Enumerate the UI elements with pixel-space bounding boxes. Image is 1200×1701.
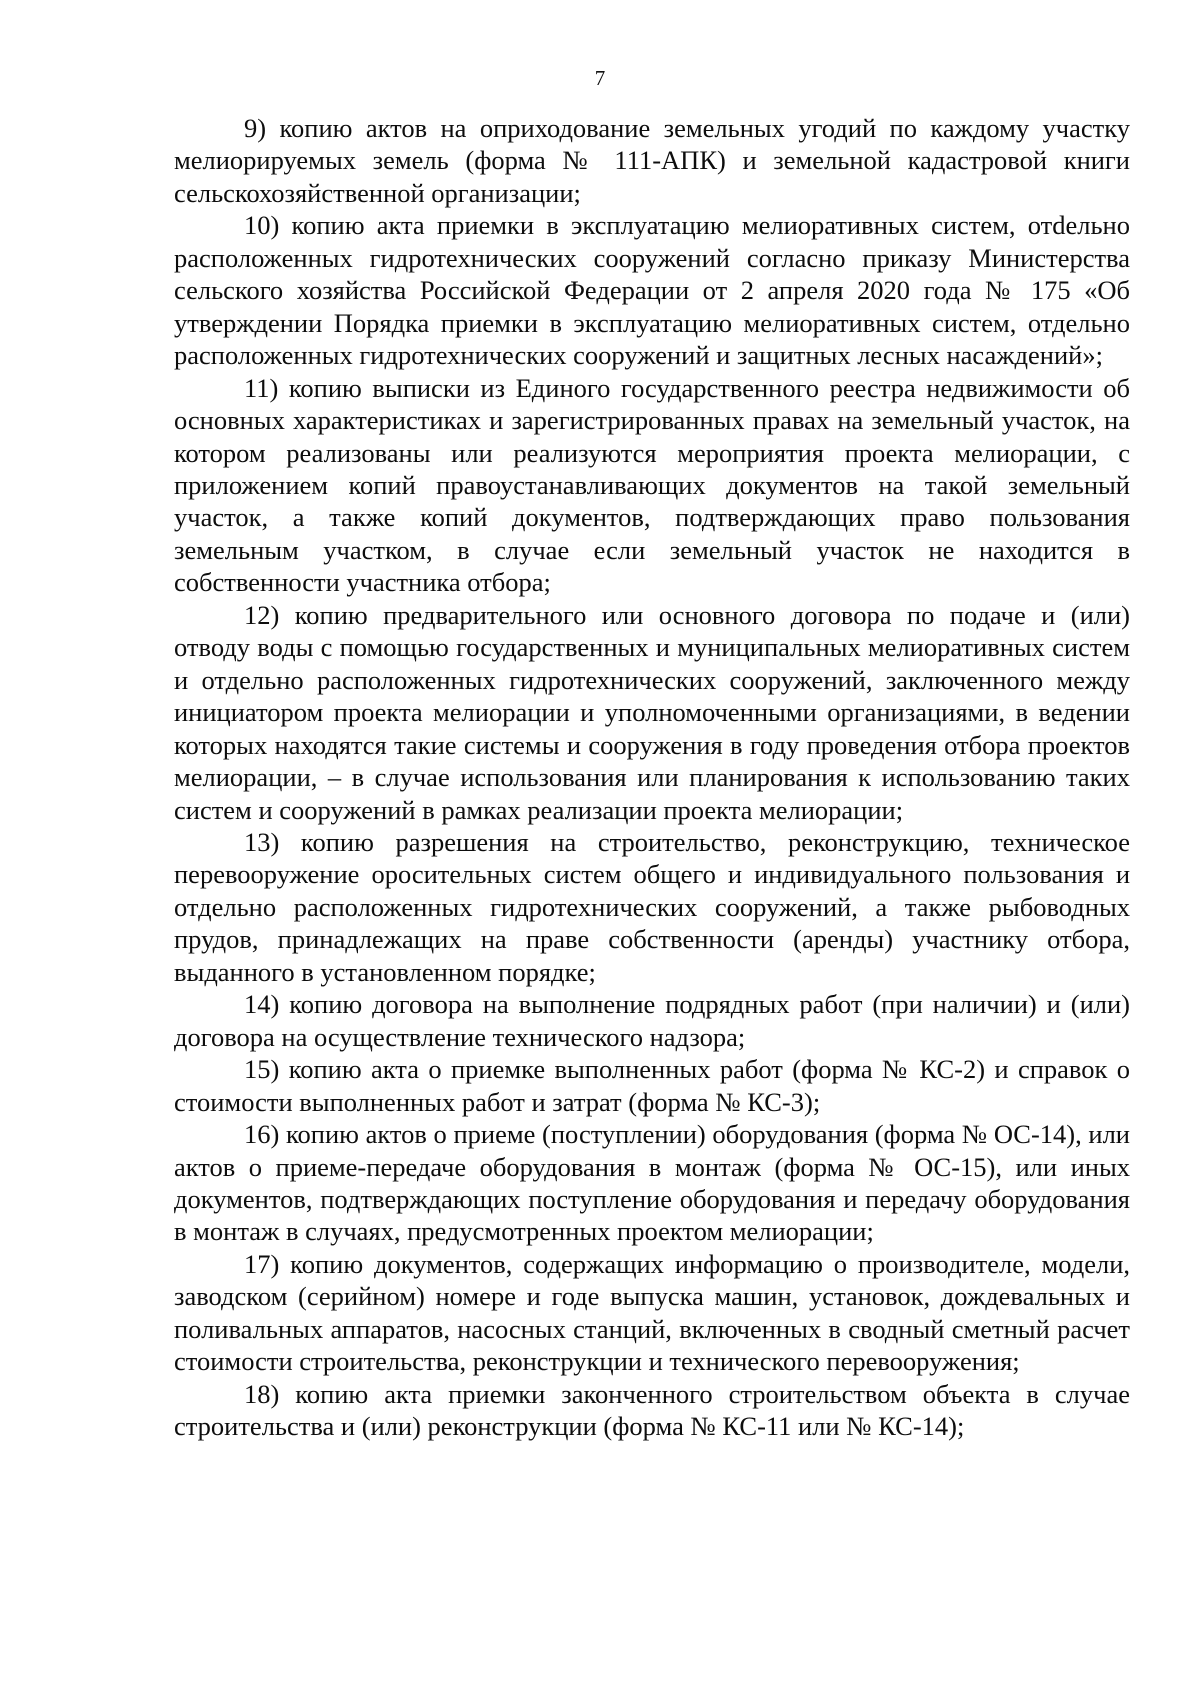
document-body	[174, 112, 1130, 1443]
list-item-9: 9) копию актов на оприходование земельных угодий по каждому участку мелиорируемых земель (форма № 111-АПК) и земельной кадастровой книги сельскохозяйственной организации;	[174, 113, 1130, 208]
list-item-11: 11) копию выписки из Единого государственного реестра недвижимости об основных характеристиках и зарегистрированных правах на земельный участок, на котором реализованы или реализуются мероприятия проекта мелиорации, с приложением копий правоустанавливающих документов на такой земельный участок, а также копий документов, подтверждающих право пользования земельным участком, в случае если земельный участок не находится в собственности участника отбора;	[174, 372, 1130, 598]
list-item-15: 15) копию акта о приемке выполненных работ (форма № КС-2) и справок о стоимости выполненных работ и затрат (форма № КС-3);	[174, 1054, 1130, 1117]
list-item-13: 13) копию разрешения на строительство, реконструкцию, техническое перевооружение оросительных систем общего и индивидуального пользования и отдельно расположенных гидротехнических сооружений, а также рыбоводных прудов, принадлежащих на праве собственности (аренды) участнику отбора, выданного в установленном порядке;	[174, 826, 1130, 987]
page-number: 7	[594, 66, 606, 90]
list-item-12: 12) копию предварительного или основного договора по подаче и (или) отводу воды с помощью государственных и муниципальных мелиоративных систем и отдельно расположенных гидротехнических сооружений, заключенного между инициатором проекта мелиорации и уполномоченными организациями, в ведении которых находятся такие системы и сооружения в году проведения отбора проектов мелиорации, – в случае использования или планирования к использованию таких систем и сооружений в рамках реализации проекта мелиорации;	[174, 599, 1130, 825]
list-item-18: 18) копию акта приемки законченного строительством объекта в случае строительства и (или) реконструкции (форма № КС-11 или № КС-14);	[174, 1378, 1130, 1442]
list-item-16: 16) копию актов о приеме (поступлении) оборудования (форма № ОС-14), или актов о приеме-передаче оборудования в монтаж (форма № ОС-15), или иных документов, подтверждающих поступление оборудования и передачу оборудования в монтаж в случаях, предусмотренных проектом мелиорации;	[174, 1119, 1130, 1247]
list-item-17: 17) копию документов, содержащих информацию о производителе, модели, заводском (серийном) номере и годе выпуска машин, установок, дождевальных и поливальных аппаратов, насосных станций, включенных в сводный сметный расчет стоимости строительства, реконструкции и технического перевооружения;	[174, 1248, 1130, 1377]
list-item-10: 10) копию акта приемки в эксплуатацию мелиоративных систем, отdельно расположенных гидротехнических сооружений согласно приказу Министерства сельского хозяйства Российской Федерации от 2 апреля 2020 года № 175 «Об утверждении Порядка приемки в эксплуатацию мелиоративных систем, отдельно расположенных гидротехнических сооружений и защитных лесных насаждений»;	[174, 210, 1130, 371]
list-item-14: 14) копию договора на выполнение подрядных работ (при наличии) и (или) договора на осуществление технического надзора;	[174, 989, 1130, 1052]
